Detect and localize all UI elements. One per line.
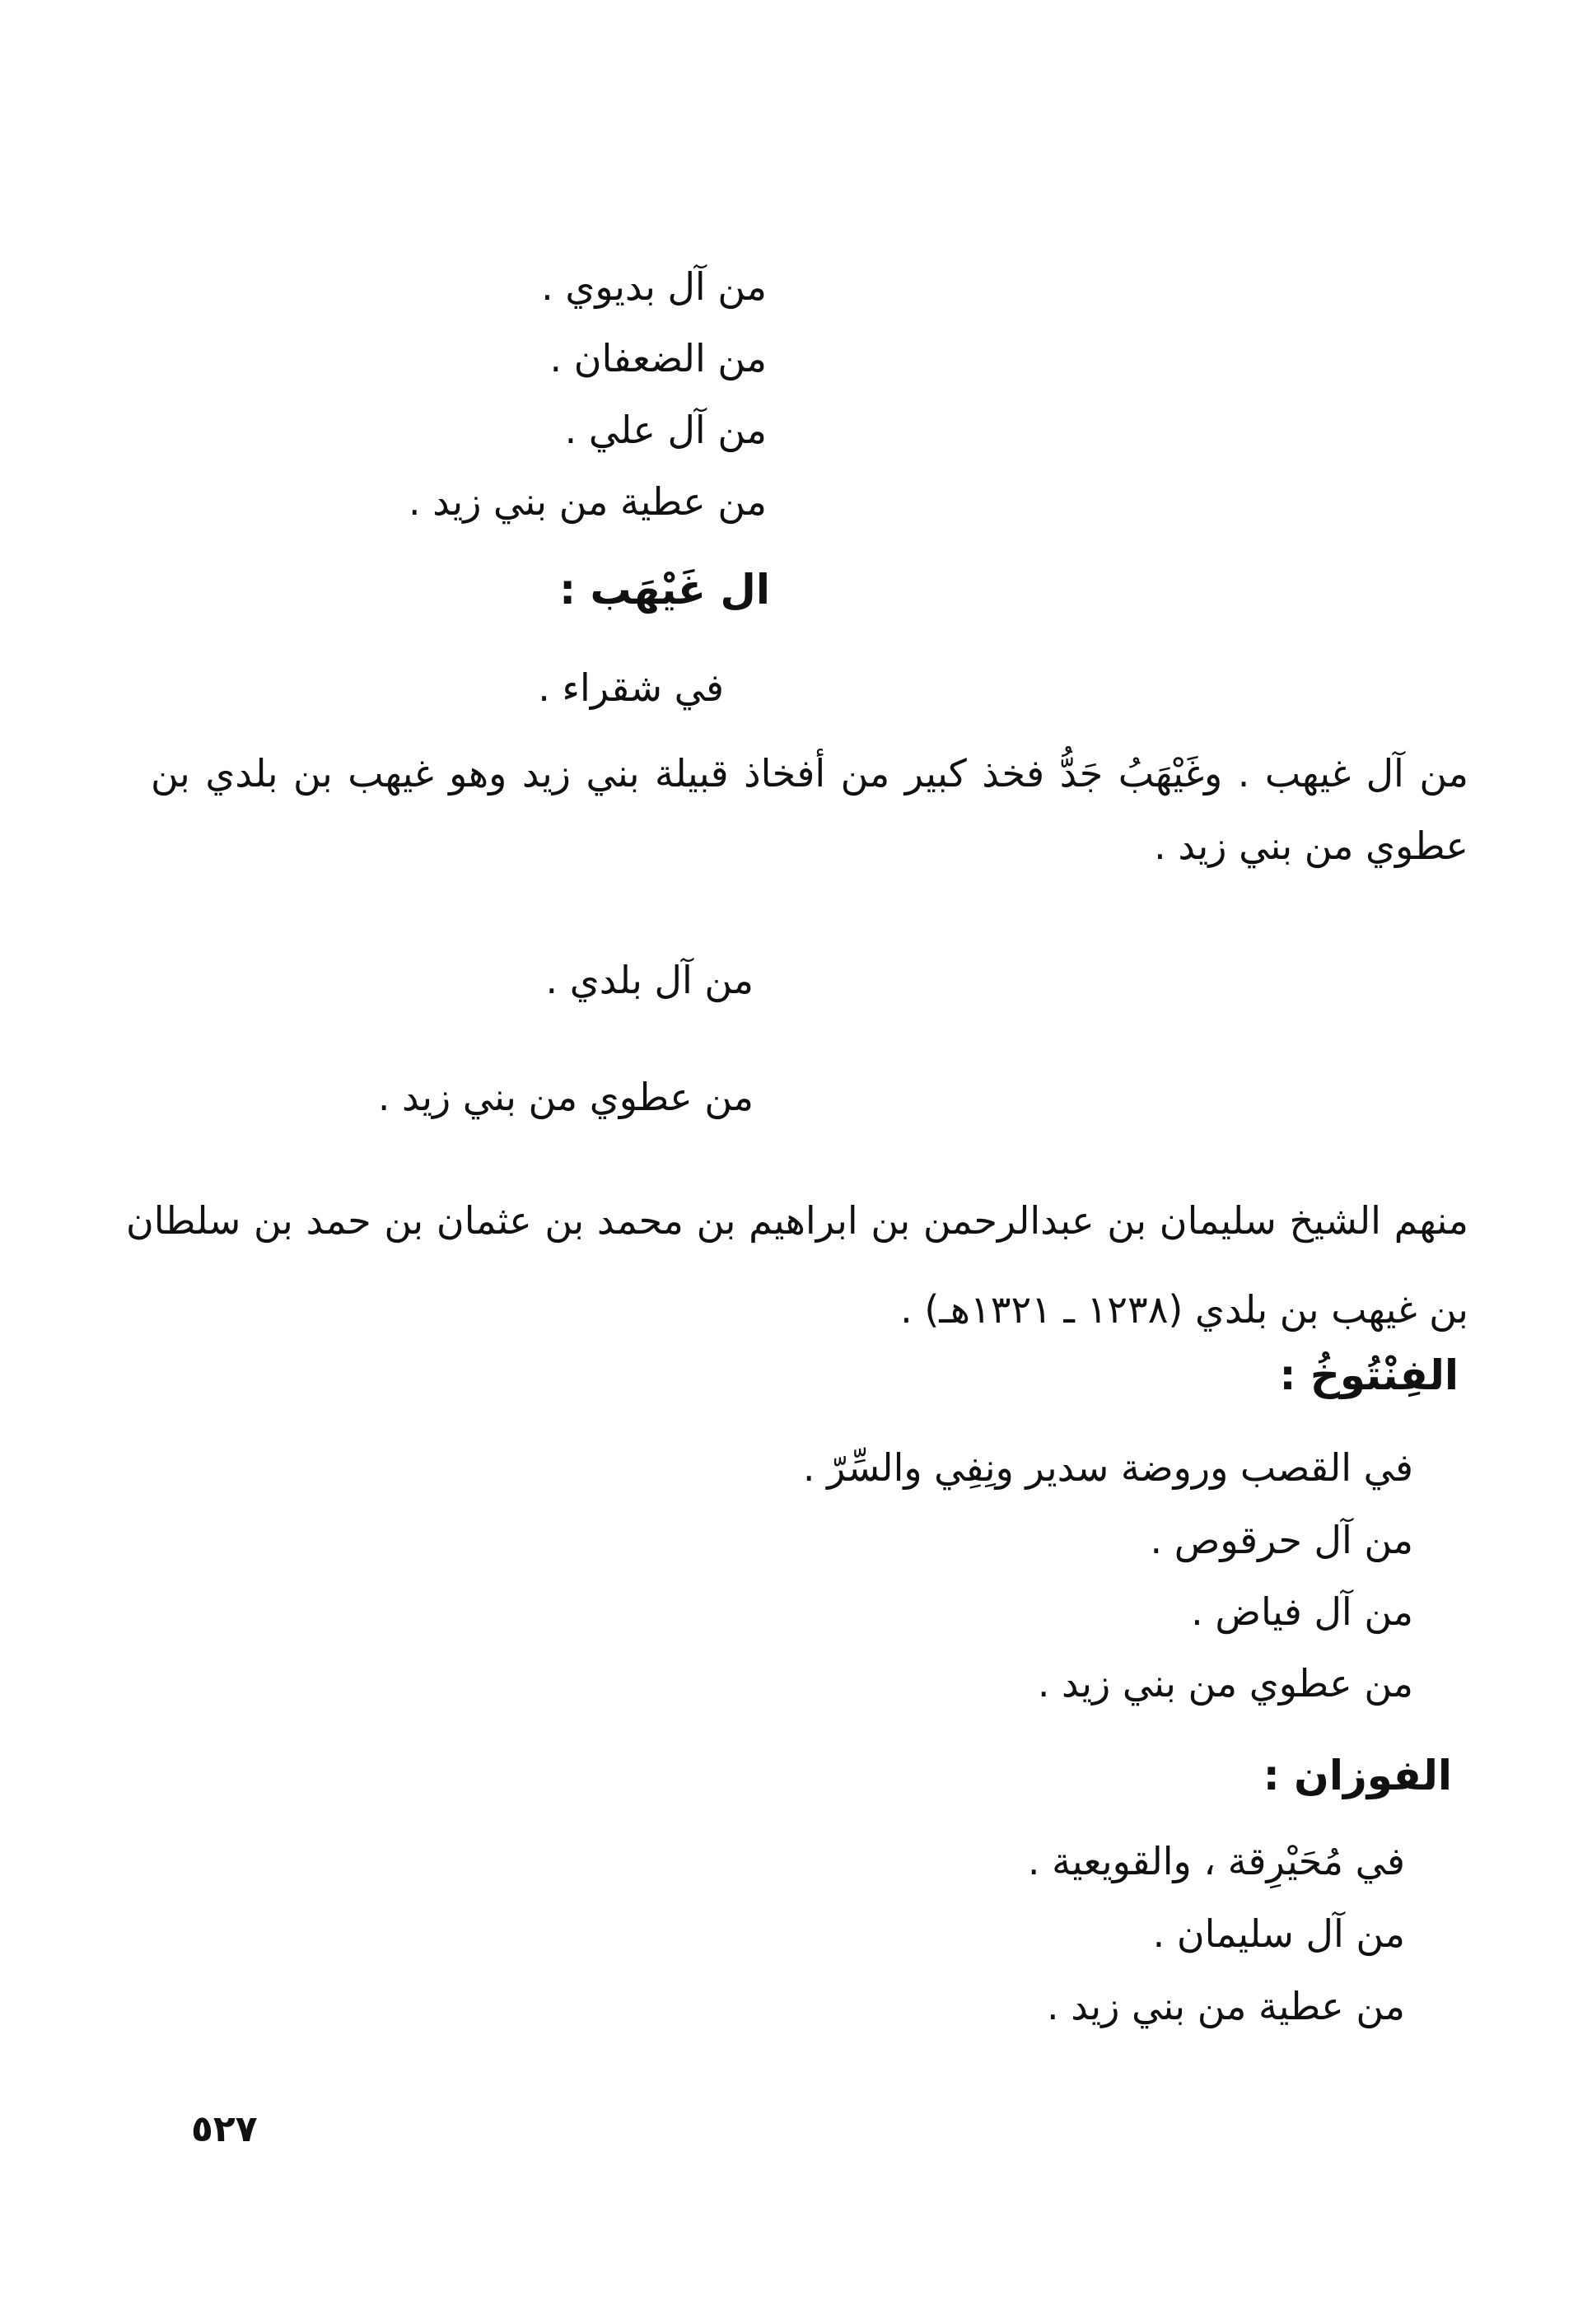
text-line: من آل بديوي . — [541, 264, 767, 309]
text-line: من آل علي . — [564, 408, 767, 452]
text-line: في شقراء . — [538, 665, 724, 710]
text-line: في مُحَيْرِقة ، والقويعية . — [1027, 1839, 1405, 1883]
text-line: في القصب وروضة سدير ونِفِي والسِّرّ . — [802, 1445, 1413, 1490]
text-line: من آل سليمان . — [1152, 1911, 1405, 1956]
section-heading: الفوزان : — [1263, 1752, 1452, 1799]
section-heading: الفِنْتُوخُ : — [1279, 1351, 1459, 1399]
text-line: من آل بلدي . — [545, 958, 754, 1002]
text-line: من الضعفان . — [549, 336, 767, 380]
text-line: من عطية من بني زيد . — [409, 479, 767, 524]
text-line: من عطوي من بني زيد . — [377, 1075, 754, 1119]
paragraph: منهم الشيخ سليمان بن عبدالرحمن بن ابراهيم بن محمد بن عثمان بن حمد بن سلطان بن غيهب بن بلدي (١٢٣٨ ـ ١٣٢١هـ) . — [126, 1198, 1468, 1332]
text-line: من آل فياض . — [1191, 1589, 1413, 1634]
text-line: من آل حرقوص . — [1150, 1518, 1413, 1562]
section-heading: ال غَيْهَب : — [559, 566, 770, 614]
text-line: من عطوي من بني زيد . — [1037, 1661, 1413, 1706]
text-line: من عطية من بني زيد . — [1047, 1984, 1405, 2028]
paragraph: من آل غيهب . وغَيْهَبُ جَدُّ فخذ كبير من أفخاذ قبيلة بني زيد وهو غيهب بن بلدي بن عطوي من بني زيد . — [151, 751, 1468, 868]
page-number: ٥٢٧ — [191, 2108, 258, 2150]
